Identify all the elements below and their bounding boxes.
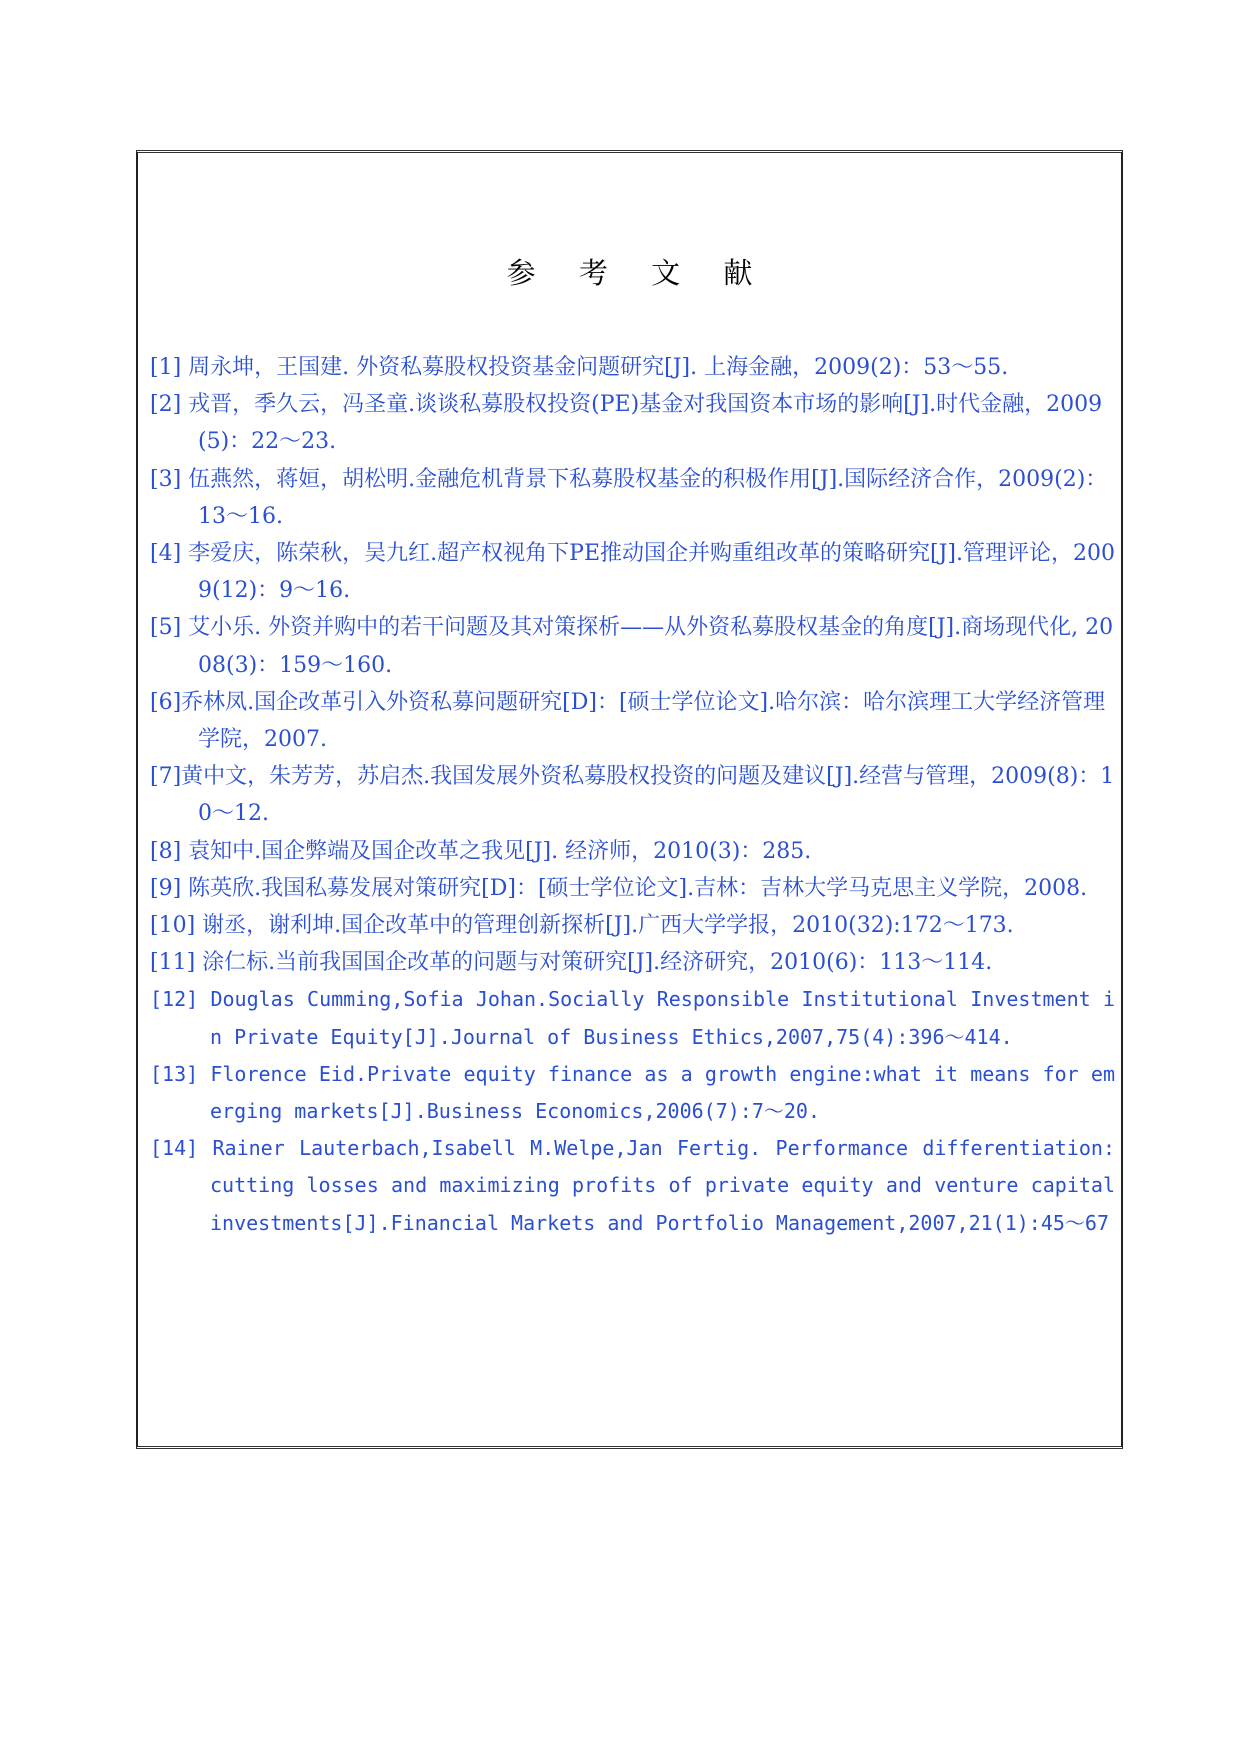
reference-text: Florence Eid.Private equity finance as a growth engine:what it means for emerging markets[J].Business Economics,2006(7):7～20.	[198, 1061, 1115, 1124]
reference-number: [11]	[150, 950, 196, 976]
reference-item	[150, 870, 1115, 907]
reference-item	[150, 944, 1115, 981]
reference-number: [9]	[150, 875, 182, 901]
reference-item	[150, 907, 1115, 944]
document-frame	[136, 150, 1123, 1449]
reference-number: [8]	[150, 838, 182, 864]
reference-number: [4]	[150, 541, 182, 567]
reference-item	[150, 349, 1115, 386]
reference-item	[150, 386, 1115, 460]
page-title: 参 考 文 献	[506, 256, 770, 290]
reference-number: [12]	[150, 987, 199, 1012]
reference-text: 袁知中.国企弊端及国企改革之我见[J]. 经济师，2010(3)：285.	[181, 838, 812, 864]
reference-number: [6]	[150, 689, 182, 715]
reference-text: 周永坤，王国建. 外资私募股权投资基金问题研究[J]. 上海金融，2009(2)：53～55.	[181, 355, 1009, 380]
reference-item	[150, 1056, 1115, 1130]
reference-item	[150, 535, 1115, 609]
reference-number: [7]	[150, 764, 182, 790]
reference-item	[150, 461, 1115, 535]
reference-text: 伍燕然，蒋姮，胡松明.金融危机背景下私募股权基金的积极作用[J].国际经济合作，2009(2)：13～16.	[181, 466, 1108, 529]
reference-number: [3]	[150, 466, 182, 492]
reference-item	[150, 1130, 1115, 1242]
reference-item	[150, 684, 1115, 758]
reference-item	[150, 609, 1115, 683]
reference-text: Douglas Cumming,Sofia Johan.Socially Responsible Institutional Investment in Private Equity[J].Journal of Business Ethics,2007,75(4):396～414.	[198, 987, 1115, 1049]
reference-text: 涂仁标.当前我国国企改革的问题与对策研究[J].经济研究，2010(6)：113～114.	[195, 950, 993, 976]
reference-number: [5]	[150, 615, 182, 641]
reference-number: [10]	[150, 913, 196, 939]
reference-text: 陈英欣.我国私募发展对策研究[D]：[硕士学位论文].吉林：吉林大学马克思主义学院，2008.	[181, 875, 1088, 901]
reference-text: 戎晋，季久云，冯圣童.谈谈私募股权投资(PE)基金对我国资本市场的影响[J].时代金融，2009(5)：22～23.	[181, 392, 1103, 455]
reference-text: 谢丞，谢利坤.国企改革中的管理创新探析[J].广西大学学报，2010(32):172～173.	[195, 913, 1014, 939]
reference-list	[150, 349, 1115, 1242]
reference-number: [14]	[150, 1136, 199, 1161]
reference-text: Rainer Lauterbach,Isabell M.Welpe,Jan Fertig. Performance differentiation: cutting losses and maximizing profits of private equity and venture capital investments[J].Financial Markets and Portfolio Management,2007,21(1):45～67	[198, 1136, 1115, 1235]
reference-text: 艾小乐. 外资并购中的若干问题及其对策探析——从外资私募股权基金的角度[J].商场现代化, 2008(3)：159～160.	[181, 615, 1114, 678]
reference-number: [1]	[150, 355, 182, 380]
reference-number: [13]	[150, 1061, 199, 1086]
reference-text: 李爱庆，陈荣秋，吴九红.超产权视角下PE推动国企并购重组改革的策略研究[J].管理评论，2009(12)：9～16.	[181, 541, 1115, 604]
reference-text: 黄中文，朱芳芳，苏启杰.我国发展外资私募股权投资的问题及建议[J].经营与管理，2009(8)：10～12.	[181, 764, 1115, 827]
reference-item	[150, 833, 1115, 870]
reference-text: 乔林凤.国企改革引入外资私募问题研究[D]：[硕士学位论文].哈尔滨：哈尔滨理工大学经济管理学院，2007.	[181, 689, 1106, 753]
reference-item	[150, 758, 1115, 832]
reference-number: [2]	[150, 392, 182, 418]
reference-item	[150, 981, 1115, 1055]
